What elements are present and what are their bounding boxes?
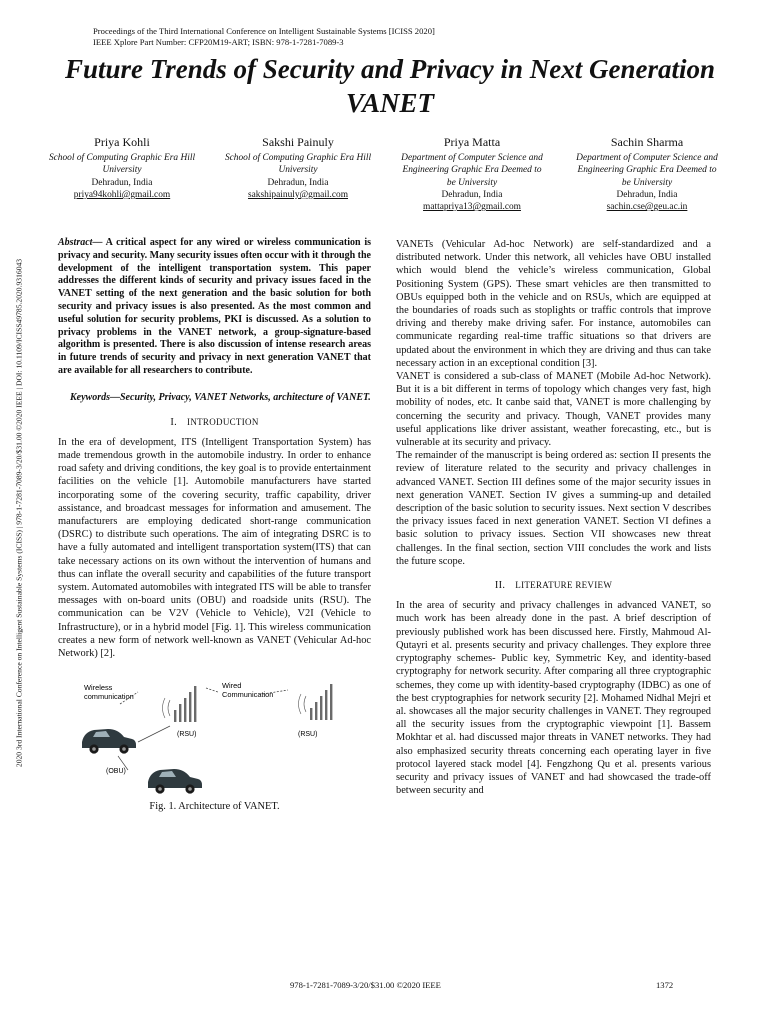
label-wired-1: Wired [222, 681, 242, 691]
abstract-text: A critical aspect for any wired or wireless communication is privacy and security. Many security issues often occur with it through the development of the intelligent transportation system. This paper addresses the different kinds of security and privacy issues faced in the VANET setting of the next generation and the basic solution for both security and privacy issues is also presented. As the most common and useful solution for security problems, PKI is discussed. As a solution to privacy problems in the VANET network, a group-signature-based algorithm is presented. There is also discussion of intense research areas in future trends of security and privacy in next generation VANET that are available for all researchers to contribute. [58, 237, 371, 376]
left-column [58, 237, 371, 813]
author-city: Dehradun, India [91, 177, 153, 188]
footer-copyright: 978-1-7281-7089-3/20/$31.00 ©2020 IEEE [290, 980, 441, 990]
paper-title: Future Trends of Security and Privacy in Next Generation VANET [64, 54, 715, 118]
body-paragraph: The remainder of the manuscript is being ordered as: section II presents the review of literature related to the security and privacy challenges in advanced VANET. Section III defines some of the major security issues in next generation VANET. Section IV gives a summing-up and detailed description of the basic solution to security issues. Next section V describes the privacy issues faced in next generation VANET. Section VI defines a basic solution to privacy issues. Section VII showcases new threat challenges. In the final section, section VIII concludes the work and lists the future scope. [396, 450, 711, 567]
author-affiliation: School of Computing Graphic Era Hill University [48, 153, 196, 176]
proceedings-line: Proceedings of the Third International Conference on Intelligent Sustainable Systems [ICISS 2020] [93, 26, 435, 36]
car-icon [82, 729, 136, 754]
author-block [47, 134, 197, 201]
author-name: Sachin Sharma [610, 135, 684, 149]
rsu-tower-left [174, 686, 196, 722]
author-email[interactable]: sachin.cse@geu.ac.in [606, 202, 688, 213]
figure-caption: Fig. 1. Architecture of VANET. [149, 801, 280, 813]
intro-paragraph: In the era of development, ITS (Intelligent Transportation System) has made tremendous growth in the automobile industry. In order to enhance road safety and driving conditions, the key goal is to provide entertainment facilities on the vehicle [1]. Automobile manufacturers have started incorporating some of the covering security, traffic capability, driver assistance, and broadcast messages for information and amusement. The manufacturers are employing dedicated short-range communication (DSRC) to distribute such operations. The aim of integrating DSRC is to have a fully automated and intelligent transportation system(ITS) that can take necessary actions on its own without the intervention of humans and thus can inflate the overall security and capabilities of the future transport system. Automated automobiles with integrated ITS will be able to transfer messages with on-board units (OBU) and roadside units (RSU). The communication can be V2V (Vehicle to Vehicle), V2I (Vehicle to Infrastructure), or in a hybrid model [Fig. 1]. This wireless communication creates a new form of network well-known as VANET (Vehicular Ad-hoc Network) [2]. [58, 436, 371, 660]
label-obu: (OBU) [106, 768, 126, 776]
body-paragraph: VANETs (Vehicular Ad-hoc Network) are self-standardized and a distributed network. Under this network, all vehicles have OBU installed which would blend the vehicle’s wireless communication, Global Positioning System (GPS). These smart vehicles are then transmitted to OBUs equipped both in the vehicle and on RSUs, which are equipped at the boundaries of roads such as stoplights or traffic controls that improve driving and thereby make driving safer. For instance, automobiles can communicate regarding real-time traffic situations so that drivers are updated about the environment in which they are driving and thus can take necessary action in an exceptional condition [3]. [396, 239, 711, 369]
author-block [572, 134, 722, 213]
label-rsu-right: (RSU) [298, 731, 318, 739]
author-name: Priya Kohli [94, 135, 150, 149]
author-name: Sakshi Painuly [262, 135, 334, 149]
section-number: II. [494, 580, 506, 592]
section-number: I. [170, 416, 178, 428]
label-wireless-2: communication [84, 692, 134, 702]
section-heading-introduction [58, 416, 371, 429]
vanet-diagram [58, 670, 371, 796]
section-heading-literature-review [396, 579, 711, 592]
label-rsu-left: (RSU) [177, 731, 197, 739]
author-email[interactable]: priya94kohli@gmail.com [73, 189, 171, 200]
author-affiliation: Department of Computer Science and Engineering Graphic Era Deemed to be University [576, 153, 718, 188]
label-wired-2: Communication [222, 690, 274, 700]
author-city: Dehradun, India [616, 189, 678, 200]
car-icon [148, 769, 202, 794]
label-wireless-1: Wireless [84, 683, 113, 693]
literature-paragraph: In the area of security and privacy challenges in advanced VANET, so much work has been already done in the past. A brief description of previously published work has been discussed here. Firstly, Mahmoud Al-Qutayri et al. presents security and privacy challenges. They explore three cryptography schemes- Public key, Symmetric Key, and identity-based cryptography for network security. After comparing all three cryptographic schemes, they come up with identity-based cryptography (IDBC) as one of the best cryptographies for network security [2]. Mohamed Nidhal Mejri et al. showcases all the major security challenges in VANET. They regrouped all the security issues from the cryptographic viewpoint [1]. Bassem Mokhtar et al. had discussed major threats in VANET networks. They had also emphasized security threats concerning each operating layer in five protocol layered stack model [4]. Fengzhong Qu et al. presents various security and privacy issues of VANET and had showcased the trade-off between security and [396, 600, 711, 797]
abstract-lead: Abstract— [58, 237, 103, 248]
page-number: 1372 [656, 980, 674, 990]
author-city: Dehradun, India [441, 189, 503, 200]
isbn-line: IEEE Xplore Part Number: CFP20M19-ART; ISBN: 978-1-7281-7089-3 [93, 37, 344, 47]
section-title: LITERATURE REVIEW [515, 580, 613, 591]
author-block [397, 134, 547, 213]
abstract [58, 237, 371, 378]
section-title: INTRODUCTION [187, 416, 259, 427]
doi-text: 2020 3rd International Conference on Intelligent Sustainable Systems (ICISS) | 978-1-7281-7089-3/20/$31.00 ©2020 IEEE | DOI: 10.1109/ICISS49785.2020.9316043 [14, 258, 24, 768]
right-column [396, 238, 711, 797]
vanet-architecture-figure [58, 670, 371, 796]
author-email[interactable]: mattapriya13@gmail.com [423, 202, 521, 213]
author-name: Priya Matta [443, 135, 501, 149]
rsu-tower-right [310, 684, 332, 720]
author-affiliation: Department of Computer Science and Engineering Graphic Era Deemed to be University [401, 153, 543, 188]
author-block [223, 134, 373, 201]
body-paragraph: VANET is considered a sub-class of MANET (Mobile Ad-hoc Network). But it is a bit different in terms of topology which changes very fast, high mobility of nodes, etc. It canbe said that, VANET is more challenging by concerning the security and privacy. Though, VANET provides many useful applications like driver assistant, weather forecasting, etc., but is vulnerable at its security and privacy. [396, 371, 711, 449]
author-email[interactable]: sakshipainuly@gmail.com [247, 189, 349, 200]
doi-side-strip [10, 188, 28, 838]
author-affiliation: School of Computing Graphic Era Hill University [224, 153, 372, 176]
keywords: Keywords—Security, Privacy, VANET Networks, architecture of VANET. [70, 391, 371, 403]
author-city: Dehradun, India [267, 177, 329, 188]
